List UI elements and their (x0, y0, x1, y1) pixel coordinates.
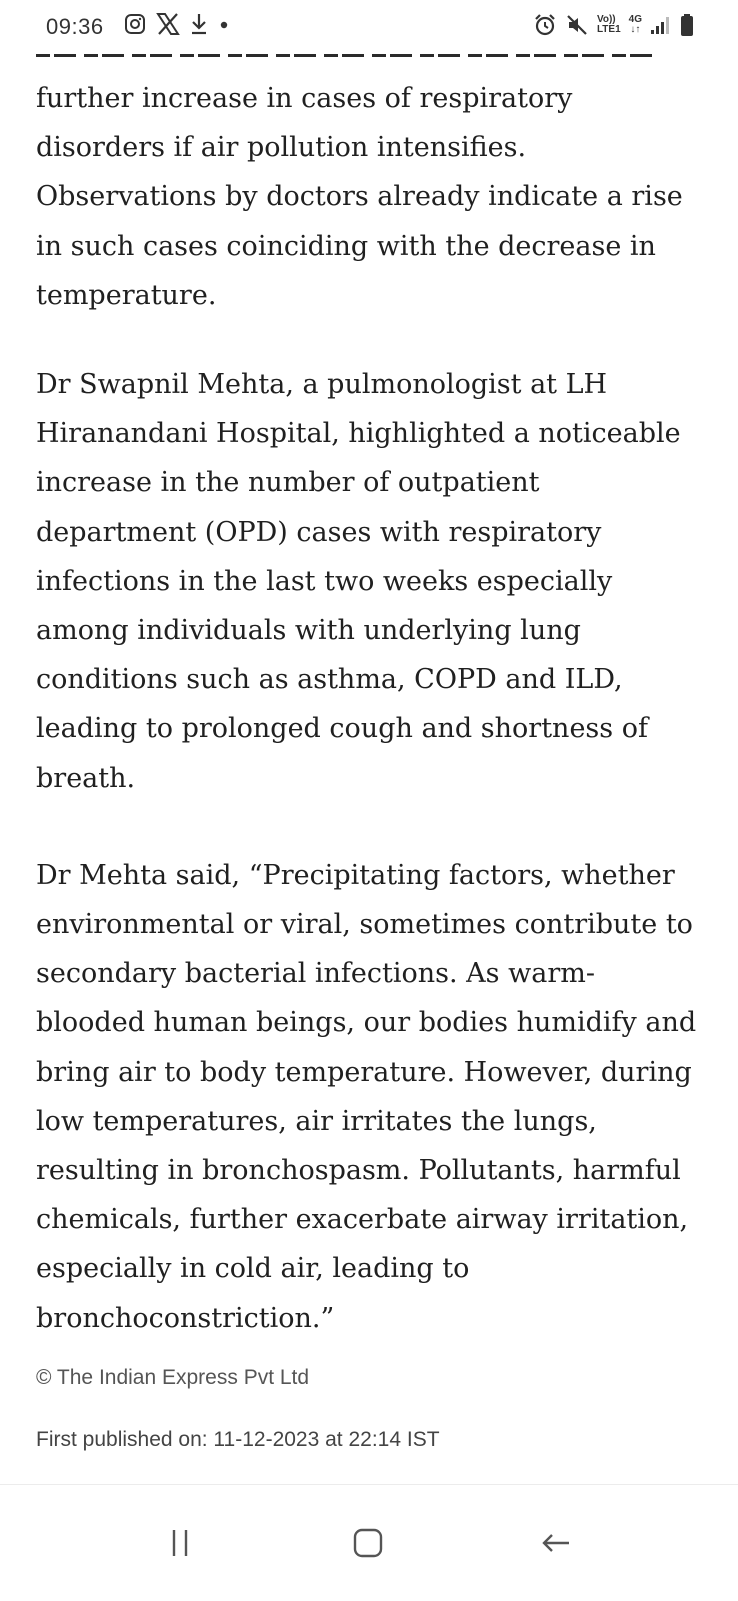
alarm-icon (533, 13, 557, 37)
copyright-text: © The Indian Express Pvt Ltd (36, 1366, 310, 1389)
back-icon (539, 1526, 573, 1560)
back-button[interactable] (536, 1523, 576, 1563)
network-gen: 4G ↓↑ (628, 14, 642, 35)
recent-apps-button[interactable] (160, 1523, 200, 1563)
home-button[interactable] (348, 1523, 388, 1563)
mute-icon (565, 13, 589, 37)
recent-apps-icon (163, 1526, 197, 1560)
published-date: First published on: 11-12-2023 at 22:14 IST (36, 1428, 440, 1451)
article-body (36, 74, 702, 1391)
article-paragraph: Dr Swapnil Mehta, a pulmonologist at LH Hiranandani Hospital, highlighted a noticeable increase in the number of outpatient department (OPD) cases with respiratory infections in the last two weeks especially among individuals with underlying lung conditions such as asthma, COPD and ILD, leading to prolonged cough and shortness of breath. (36, 369, 681, 794)
article-paragraph: further increase in cases of respiratory disorders if air pollution intensifies. Observations by doctors already indicate a rise in such cases coinciding with the decrease in temperature. (36, 83, 683, 311)
network-gen-label: 4G (628, 14, 642, 25)
notification-icons (124, 13, 230, 35)
x-icon (156, 13, 180, 35)
network-indicator (597, 15, 621, 35)
signal-icon (650, 14, 672, 36)
system-icons (533, 13, 694, 37)
article-paragraph: Dr Mehta said, “Precipitating factors, whether environmental or viral, sometimes contribute to secondary bacterial infections. As warm-blooded human beings, our bodies humidify and bring air to body temperature. However, during low temperatures, air irritates the lungs, resulting in bronchospasm. Pollutants, harmful chemicals, further exacerbate airway irritation, especially in cold air, leading to bronchoconstriction.” (36, 859, 697, 1334)
status-bar (0, 0, 738, 54)
volte-label: Vo)) (596, 14, 616, 25)
home-icon (351, 1526, 385, 1560)
battery-icon (680, 13, 694, 37)
status-time: 09:36 (46, 14, 104, 39)
download-icon (190, 13, 208, 35)
dot-icon (218, 13, 230, 35)
navigation-bar (0, 1484, 738, 1601)
instagram-icon (124, 13, 146, 35)
lte-label: LTE1 (596, 24, 621, 35)
